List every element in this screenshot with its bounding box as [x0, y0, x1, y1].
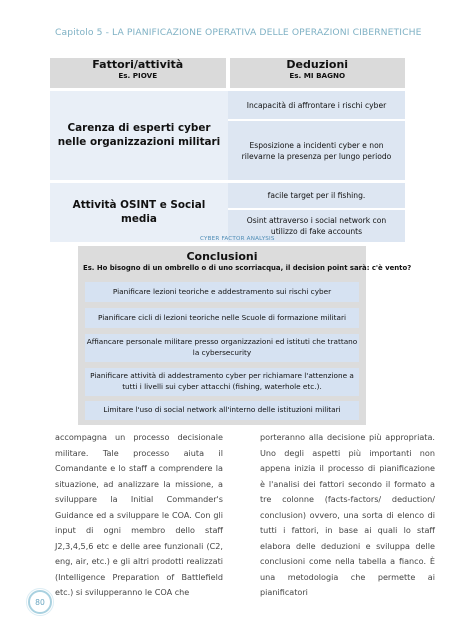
deduction-cell: Osint attraverso i social network con utilizzo di fake accounts: [228, 208, 405, 242]
conclusion-item: Pianificare cicli di lezioni teoriche nelle Scuole di formazione militari: [85, 308, 359, 328]
factor-cell: Attività OSINT e Social media: [72, 198, 206, 225]
factors-example: Es. PIOVE: [118, 70, 158, 80]
factor-group: [50, 180, 405, 242]
conclusion-item: Pianificare attività di addestramento cyber per richiamare l'attenzione a tutti i livelli sui cyber attacchi (fishing, waterhole etc.).: [85, 368, 359, 396]
conclusions-box: [78, 246, 412, 425]
deductions-cells: [228, 183, 405, 242]
factors-header: [50, 58, 226, 88]
deductions-title: Deduzioni: [286, 58, 349, 71]
deductions-example: Es. MI BAGNO: [289, 70, 346, 80]
conclusions-title: Conclusioni: [186, 250, 258, 263]
table-header: [50, 58, 405, 88]
factor-cell: Carenza di esperti cyber nelle organizzazioni militari: [57, 121, 221, 148]
factor-deduction-table: [50, 58, 405, 242]
conclusion-item: Limitare l'uso di social network all'interno delle istituzioni militari: [85, 401, 359, 420]
page-number: 80: [28, 590, 52, 614]
deductions-cells: [228, 91, 405, 180]
conclusions-question: Es. Ho bisogno di un ombrello o di uno scorriacqua, il decision point sarà: c'è vento?: [83, 264, 412, 272]
body-text-right: porteranno alla decisione più appropriata. Uno degli aspetti più importanti non appena inizia il processo di pianificazione è l'analisi dei fattori secondo il formato a tre colonne (facts-factors/ deduction/ conclusion) ovvero, una sorta di elenco di tutti i fattori, in base ai quali lo staff elabora delle deduzioni e sviluppa delle conclusioni come nella tabella a fianco. È una metodologia che permette ai pianificatori: [260, 432, 435, 597]
deduction-cell: Esposizione a incidenti cyber e non rilevarne la presenza per lungo periodo: [228, 119, 405, 180]
deduction-cell: Incapacità di affrontare i rischi cyber: [228, 91, 405, 119]
conclusion-item: Affiancare personale militare presso organizzazioni ed istituti che trattano la cybersecurity: [85, 334, 359, 362]
figure-caption: CYBER FACTOR ANALYSIS: [200, 236, 275, 242]
factor-group: [50, 88, 405, 180]
conclusion-item: Pianificare lezioni teoriche e addestramento sui rischi cyber: [85, 282, 359, 302]
deductions-header: [230, 58, 406, 88]
chapter-heading: Capitolo 5 - LA PIANIFICAZIONE OPERATIVA DELLE OPERAZIONI CIBERNETICHE: [55, 27, 422, 38]
body-text-left: accompagna un processo decisionale militare. Tale processo aiuta il Comandante e lo staff a comprendere la situazione, ad analizzare la missione, a sviluppare la Initial Commander's Guidance ed a sviluppare le COA. Con gli input di ogni membro dello staff J2,3,4,5,6 etc e delle aree funzionali (C2, eng, air, etc.) e gli altri prodotti realizzati (Intelligence Preparation of Battlefield etc.) si svilupperanno le COA che: [55, 432, 223, 597]
deduction-cell: facile target per il fishing.: [228, 183, 405, 208]
factors-title: Fattori/attività: [92, 58, 184, 71]
